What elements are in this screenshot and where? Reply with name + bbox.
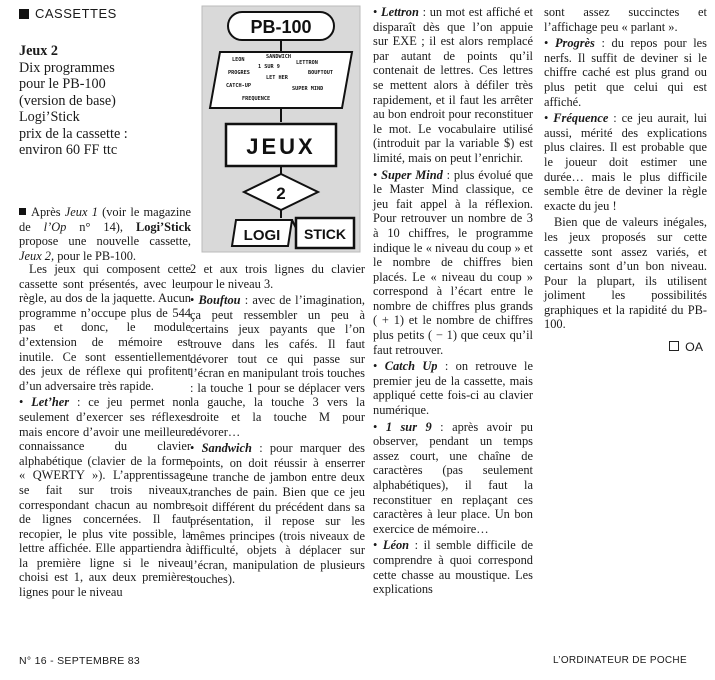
game-name: Lettron: [381, 5, 419, 19]
game-name: Bouftou: [198, 293, 241, 308]
game-description: : avec de l’imagination, ça peut ressembler un peu à certains jeux payants que l’on trouve dans les cafés. Il faut dévorer tout ce qui passe sur l’écran en manipulant trois touches : la touche 1 pour se déplacer vers la gauche, la touche 3 vers la droite et la touche M pour dévorer…: [190, 293, 365, 439]
product-ref: Jeux 2,: [19, 248, 55, 263]
game-description: : un mot est affiché et disparaît dès que l’on appuie sur EXE ; il est alors remplacé par autant de points qu’il contenait de lettres. Ces lettres se mettent alors à défiler très rapidement, et il faut les arrêter au bon endroit pour reconstituer le mot. Le vocabulaire utilisé (introduit par la variable $) est limité, mais on peut l’enrichir.: [373, 5, 533, 165]
article-column-4: [544, 5, 707, 357]
intro-text: n° 14),: [66, 219, 136, 234]
conclusion-paragraph: Bien que de valeurs inégales, les jeux proposés sur cette cassette sont assez variés, et certains sont d’un bon niveau. Pour la plupart, ils utilisent joliment les possibilités graphiques et la rapidité du PB-100.: [544, 215, 707, 332]
cover-menu-item: SANDWICH: [266, 54, 291, 60]
game-name: Léon: [382, 538, 410, 553]
cover-menu-item: FREQUENCE: [242, 96, 271, 102]
cover-menu-item: SUPER MIND: [292, 86, 324, 92]
game-description: : après avoir pu observer, pendant un temps assez court, une chaîne de caractères (pas seulement alphabétiques), il faut la reconstituer en replaçant ces caractères à leur place. Un bon exercice de mémoire…: [373, 419, 534, 536]
product-info: [19, 43, 194, 159]
signature-line: [544, 340, 707, 355]
square-bullet-icon: [19, 208, 26, 215]
game-description: : ce jeu permet non seulement d’exercer ses réflexes mais encore d’avoir une meilleure connaissance du clavier alphabétique (clavier de la forme « QWERTY »). L’apprentissage se fait sur trois niveaux, correspondant chacun au nombre de lignes concernées. Il faut recopier, le plus vite possible, la lettre affichée. Elle appartiendra à la première ligne si le niveau choisi est 1, aux deux premières lignes pour le niveau: [19, 395, 191, 600]
checkbox-icon: [669, 341, 679, 351]
publisher-name: Logi’Stick: [135, 219, 192, 234]
product-line: (version de base): [19, 92, 116, 109]
game-description: : pour marquer des points, on doit réussir à enserrer une tranche de jambon entre deux tranches de pain. Bien que ce jeu soit différent du précédent dans sa présentation, il repose sur les mêmes principes (trois niveaux de difficulté, objets à déplacer sur l’écran, manipulation de plusieurs touches).: [190, 441, 365, 587]
footer-magazine: L’ORDINATEUR DE POCHE: [553, 655, 687, 666]
product-line: Dix programmes: [19, 59, 115, 76]
square-bullet-icon: [19, 9, 29, 19]
article-column-1-body: [19, 262, 191, 602]
intro-paragraph: [19, 205, 191, 263]
game-paragraph-lether: • Let’her : ce jeu permet non seulement d’exercer ses réflexes mais encore d’avoir une meilleure connaissance du clavier alphabétique (clavier de la forme « QWERTY »). L’apprentissage se fait sur trois niveaux, correspondant chacun au nombre de lignes concernées. Il faut recopier, le plus vite possible, la lettre affichée. Elle appartiendra à la première ligne si le niveau choisi est 1, aux deux premières lignes pour le niveau: [19, 395, 191, 600]
cover-number: 2: [276, 184, 286, 203]
cover-menu-item: PROGRES: [228, 70, 250, 76]
intro-text: (voir le magazine de: [19, 205, 191, 234]
magazine-ref: l’Op: [43, 219, 67, 234]
game-paragraph-progres: • Progrès : du repos pour les nerfs. Il suffit de deviner si le chiffre caché est plus grand ou plus petit que celui qui est affiché.: [544, 36, 707, 109]
cover-jeux-label: JEUX: [246, 134, 316, 159]
product-line: prix de la cassette :: [19, 125, 128, 142]
game-description: : on retrouve le premier jeu de la cassette, mais appliqué cette fois-ci au clavier numérique.: [373, 359, 533, 418]
game-name: 1 sur 9: [385, 419, 432, 434]
cover-menu-item: BOUFTOUT: [308, 70, 333, 76]
cover-menu-item: LETTRON: [296, 60, 318, 66]
game-description: : ce jeu aurait, lui aussi, mérité des explications plus claires. Il est probable que le joueur doit estimer une durée… mais le plus difficile semble être de deviner la règle exacte du jeu !: [544, 111, 708, 213]
game-description: : il semble difficile de comprendre à quoi correspond cette chasse au moustique. Les explications: [373, 538, 533, 597]
game-paragraph-1sur9: • 1 sur 9 : après avoir pu observer, pendant un temps assez court, une chaîne de caractères (pas seulement alphabétiques), il faut la reconstituer en replaçant ces caractères à leur place. Un bon exercice de mémoire…: [373, 419, 534, 536]
game-name: Progrès: [554, 36, 595, 51]
game-paragraph-lettron: • Lettron : un mot est affiché et disparaît dès que l’on appuie sur EXE ; il est alors remplacé par autant de points qu’il contenait de lettres. Ces lettres se mettent alors à défiler très rapidement, et il faut les arrêter au bon endroit pour reconstituer le mot. Le vocabulaire utilisé (introduit par la variable $) est limité, mais on peut l’enrichir.: [373, 5, 533, 165]
game-description: : du repos pour les nerfs. Il suffit de deviner si le chiffre caché est plus grand ou plus petit que celui qui est affiché.: [544, 36, 707, 109]
game-name: Catch Up: [384, 359, 438, 374]
game-name: Fréquence: [553, 111, 609, 126]
body-paragraph: Les jeux qui composent cette cassette sont présentés, avec leur règle, au dos de la jaquette. Aucun programme n’occupe plus de 544 pas et donc, le module d’extension de mémoire est inutile. Ce sont essentiellement des jeux de réflexe qui profitent d’un adversaire très rapide.: [19, 262, 191, 393]
footer-issue: N° 16 - SEPTEMBRE 83: [19, 655, 141, 667]
game-paragraph-sandwich: • Sandwich : pour marquer des points, on doit réussir à enserrer une tranche de jambon entre deux tranches de pain. Bien que ce jeu soit différent du précédent dans sa présentation, il repose sur les mêmes principes (trois niveaux de difficulté, objets à déplacer sur l’écran, manipulation de plusieurs touches).: [190, 441, 365, 587]
continued-text: sont assez succinctes et l’affichage peu « parlant ».: [544, 5, 707, 34]
game-name: Super Mind: [381, 167, 443, 182]
continued-text: 2 et aux trois lignes du clavier pour le niveau 3.: [190, 262, 365, 291]
game-description: : plus évolué que le Master Mind classique, ce jeu fait appel à la réflexion. Pour retrouver un nombre de 3 à 10 chiffres, le programme indique le « niveau du coup » et le nombre de chiffres bien placés. Le « niveau du coup » correspond à l’écart entre le nombre de chiffres plus grands ( + 1) et le nombre de chiffres plus petits ( − 1) que ceux qu’il faut retrouver.: [373, 167, 534, 357]
article-column-1: [19, 205, 191, 265]
product-price: environ 60 FF ttc: [19, 142, 118, 158]
product-publisher: Logi’Stick: [19, 109, 80, 125]
section-header: [19, 6, 117, 21]
cover-brand-2: STICK: [304, 226, 346, 242]
product-line: pour le PB-100: [19, 76, 106, 92]
game-ref: Jeux 1: [64, 205, 98, 219]
author-signature: OA: [685, 340, 703, 355]
article-column-2: [190, 262, 365, 589]
cover-menu-item: 1 SUR 9: [258, 64, 280, 70]
intro-text: Après: [31, 205, 65, 219]
cover-graphic: [196, 4, 366, 254]
cover-menu-item: CATCH-UP: [226, 83, 251, 89]
product-title: Jeux 2: [19, 43, 59, 59]
cassette-cover-illustration: [196, 4, 366, 254]
game-name: Sandwich: [201, 441, 252, 456]
cover-menu-item: LEON: [232, 57, 245, 63]
intro-text: propose une nouvelle cassette,: [19, 234, 191, 249]
game-paragraph-frequence: • Fréquence : ce jeu aurait, lui aussi, mérité des explications plus claires. Il est probable que le joueur doit estimer une durée… mais le plus difficile semble être de deviner la règle exacte du jeu !: [544, 111, 708, 213]
game-paragraph-bouftou: • Bouftou : avec de l’imagination, ça peut ressembler un peu à certains jeux payants que l’on trouve dans les cafés. Il faut dévorer tout ce qui passe sur l’écran en manipulant trois touches : la touche 1 pour se déplacer vers la gauche, la touche 3 vers la droite et la touche M pour dévorer…: [190, 293, 365, 439]
game-name: Let’her: [31, 395, 70, 410]
intro-text: pour le PB-100.: [54, 248, 137, 263]
game-paragraph-catchup: • Catch Up : on retrouve le premier jeu de la cassette, mais appliqué cette fois-ci au clavier numérique.: [373, 359, 533, 418]
section-header-label: CASSETTES: [35, 6, 117, 21]
cover-top-title: PB-100: [250, 17, 312, 37]
game-paragraph-leon: • Léon : il semble difficile de comprendre à quoi correspond cette chasse au moustique. Les explications: [373, 538, 533, 597]
cover-menu-item: LET HER: [266, 75, 288, 81]
game-paragraph-supermind: • Super Mind : plus évolué que le Master Mind classique, ce jeu fait appel à la réflexion. Pour retrouver un nombre de 3 à 10 chiffres, le programme indique le « niveau du coup » et le nombre de chiffres bien placés. Le « niveau du coup » correspond à l’écart entre le nombre de chiffres plus grands ( + 1) et le nombre de chiffres plus petits ( − 1) que ceux qu’il faut retrouver.: [373, 167, 534, 357]
article-column-3: [373, 5, 533, 599]
cover-brand: LOGI: [243, 227, 281, 244]
